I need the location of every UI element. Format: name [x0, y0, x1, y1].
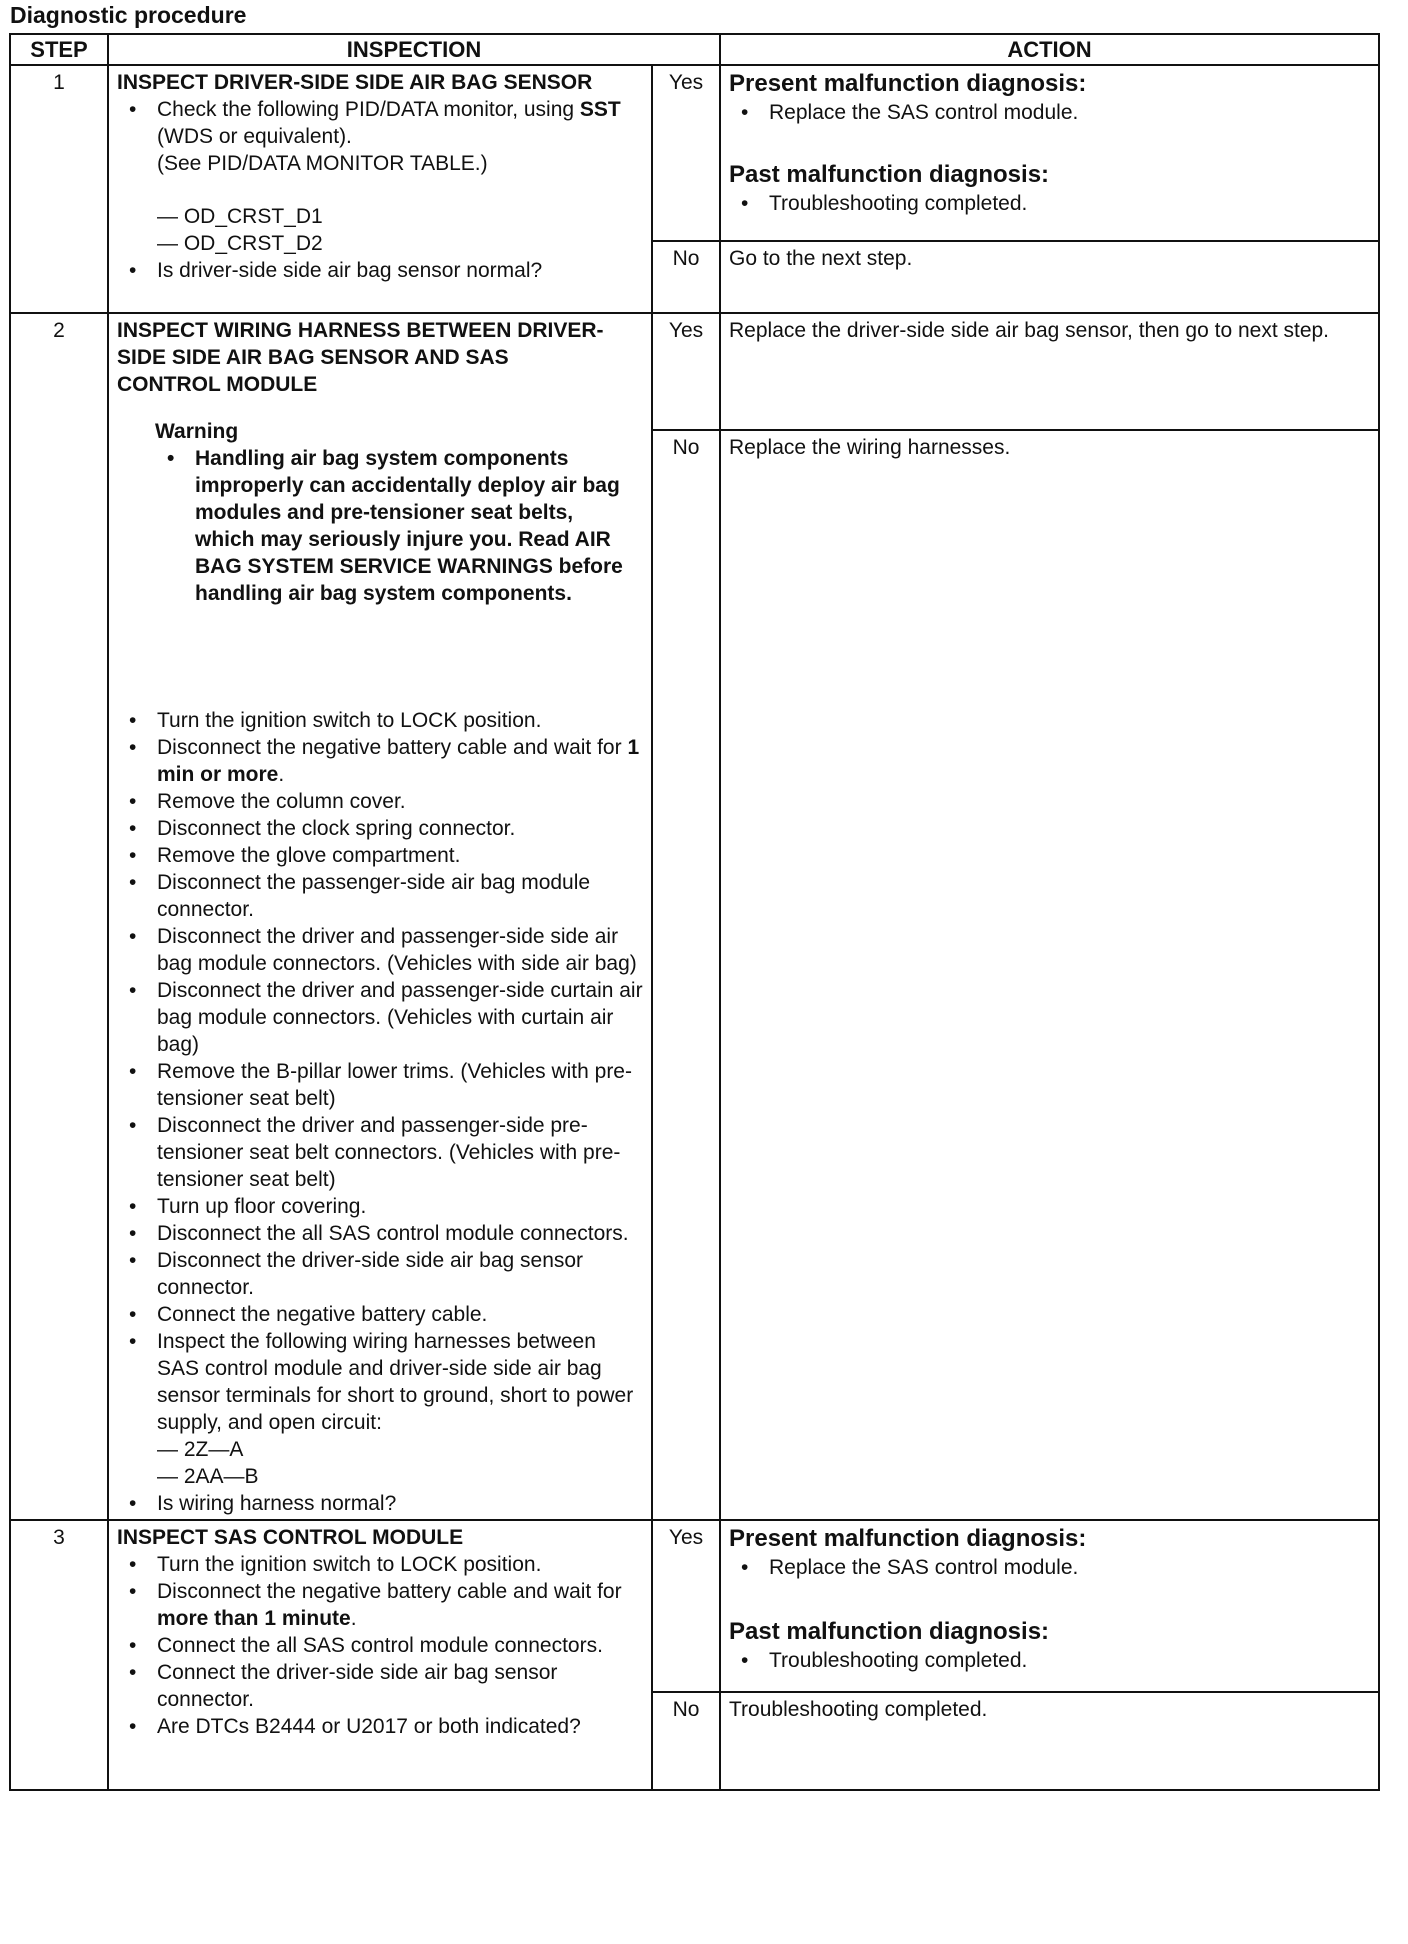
check-rest: (WDS or equivalent).	[157, 125, 352, 148]
page-title: Diagnostic procedure	[10, 2, 247, 28]
step-number: 3	[10, 1520, 108, 1790]
list-item: • Disconnect the clock spring connector.	[117, 815, 643, 842]
present-heading: Present malfunction diagnosis:	[729, 70, 1087, 97]
step-number: 1	[10, 65, 108, 313]
list-item: • Connect the negative battery cable.	[117, 1301, 643, 1328]
yes-action: Replace the driver-side side air bag sensor, then go to next step.	[720, 313, 1379, 430]
list-item	[117, 96, 643, 177]
no-label: No	[652, 1692, 720, 1790]
list-item-text: .	[278, 763, 285, 786]
past-item: • Troubleshooting completed.	[729, 190, 1370, 217]
warning-label: Warning	[155, 420, 239, 443]
list-item-emphasis: more than 1 minute	[157, 1607, 351, 1630]
list-item: • Disconnect the passenger-side air bag module connector.	[117, 869, 643, 923]
inspection-header: INSPECTION	[108, 34, 720, 65]
no-action: Troubleshooting completed.	[720, 1692, 1379, 1790]
list-item: • Disconnect the driver-side side air bag sensor connector.	[117, 1247, 643, 1301]
list-item-emphasis: 1 min or more	[157, 736, 640, 786]
inspection-list	[117, 707, 643, 1517]
yes-action-cell	[720, 65, 1379, 241]
list-item-text: Disconnect the negative battery cable and wait for	[157, 1580, 622, 1603]
step-heading: INSPECT SAS CONTROL MODULE	[117, 1526, 464, 1549]
list-item	[117, 734, 643, 788]
step-header: STEP	[10, 34, 108, 65]
present-heading: Present malfunction diagnosis:	[729, 1525, 1087, 1552]
no-action: Go to the next step.	[720, 241, 1379, 313]
list-item: • Remove the B-pillar lower trims. (Vehicles with pre-tensioner seat belt)	[117, 1058, 643, 1112]
list-item: • Turn the ignition switch to LOCK position.	[117, 1551, 643, 1578]
step-heading: INSPECT DRIVER-SIDE SIDE AIR BAG SENSOR	[117, 71, 593, 94]
step-heading: INSPECT WIRING HARNESS BETWEEN DRIVER-SIDE SIDE AIR BAG SENSOR AND SAS CONTROL MODULE	[117, 319, 604, 396]
list-item-text: .	[350, 1607, 357, 1630]
yes-label: Yes	[652, 313, 720, 430]
list-item: • Disconnect the driver and passenger-side curtain air bag module connectors. (Vehicles with curtain air bag)	[117, 977, 643, 1058]
terminal-item: — 2AA—B	[157, 1465, 259, 1488]
no-label: No	[652, 430, 720, 1520]
list-item: • Turn the ignition switch to LOCK position.	[117, 707, 643, 734]
inspection-list	[117, 96, 643, 177]
inspection-cell	[108, 1520, 652, 1790]
question-list	[117, 257, 643, 284]
list-item: • Disconnect the driver and passenger-side pre-tensioner seat belt connectors. (Vehicles with pre-tensioner seat belt)	[117, 1112, 643, 1193]
list-item: • Turn up floor covering.	[117, 1193, 643, 1220]
present-item: • Replace the SAS control module.	[729, 1554, 1370, 1581]
past-item: • Troubleshooting completed.	[729, 1647, 1370, 1674]
no-action: Replace the wiring harnesses.	[720, 430, 1379, 1520]
sst-text: SST	[579, 98, 621, 121]
question-text: • Is wiring harness normal?	[117, 1490, 643, 1517]
list-item: — OD_CRST_D2	[157, 232, 323, 255]
present-item: • Replace the SAS control module.	[729, 99, 1370, 126]
terminal-item: — 2Z—A	[157, 1438, 244, 1461]
table-row	[10, 313, 1379, 430]
diagnostic-table	[9, 33, 1380, 1791]
past-heading: Past malfunction diagnosis:	[729, 1618, 1050, 1645]
yes-label: Yes	[652, 1520, 720, 1692]
list-item: • Disconnect the driver and passenger-side side air bag module connectors. (Vehicles with side air bag)	[117, 923, 643, 977]
list-item	[117, 1328, 643, 1490]
pid-list	[117, 203, 643, 257]
list-item: • Connect the all SAS control module connectors.	[117, 1632, 643, 1659]
inspection-cell	[108, 65, 652, 313]
inspection-cell	[108, 313, 652, 1520]
yes-label: Yes	[652, 65, 720, 241]
question-text: • Is driver-side side air bag sensor normal?	[117, 257, 643, 284]
list-item-text: Disconnect the negative battery cable and wait for	[157, 736, 628, 759]
check-note: (See PID/DATA MONITOR TABLE.)	[157, 152, 488, 175]
list-item: • Remove the column cover.	[117, 788, 643, 815]
list-item: • Disconnect the all SAS control module connectors.	[117, 1220, 643, 1247]
warning-block	[117, 418, 643, 607]
step-number: 2	[10, 313, 108, 1520]
table-row	[10, 1520, 1379, 1692]
yes-action-cell	[720, 1520, 1379, 1692]
list-item: — OD_CRST_D1	[157, 205, 323, 228]
past-heading: Past malfunction diagnosis:	[729, 161, 1050, 188]
header-row	[10, 34, 1379, 65]
inspection-list	[117, 1551, 643, 1740]
action-header: ACTION	[720, 34, 1379, 65]
list-item: • Remove the glove compartment.	[117, 842, 643, 869]
check-text: Check the following PID/DATA monitor, using	[157, 98, 575, 121]
no-label: No	[652, 241, 720, 313]
warning-text: • Handling air bag system components improperly can accidentally deploy air bag modules and pre-tensioner seat belts, which may seriously injure you. Read AIR BAG SYSTEM SERVICE WARNINGS before handling air bag system components.	[155, 445, 627, 607]
list-item: • Connect the driver-side side air bag sensor connector.	[117, 1659, 643, 1713]
question-text: • Are DTCs B2444 or U2017 or both indicated?	[117, 1713, 643, 1740]
inspect-text: • Inspect the following wiring harnesses between SAS control module and driver-side side air bag sensor terminals for short to ground, short to power supply, and open circuit:	[157, 1330, 634, 1434]
table-row	[10, 65, 1379, 241]
list-item	[117, 1578, 643, 1632]
